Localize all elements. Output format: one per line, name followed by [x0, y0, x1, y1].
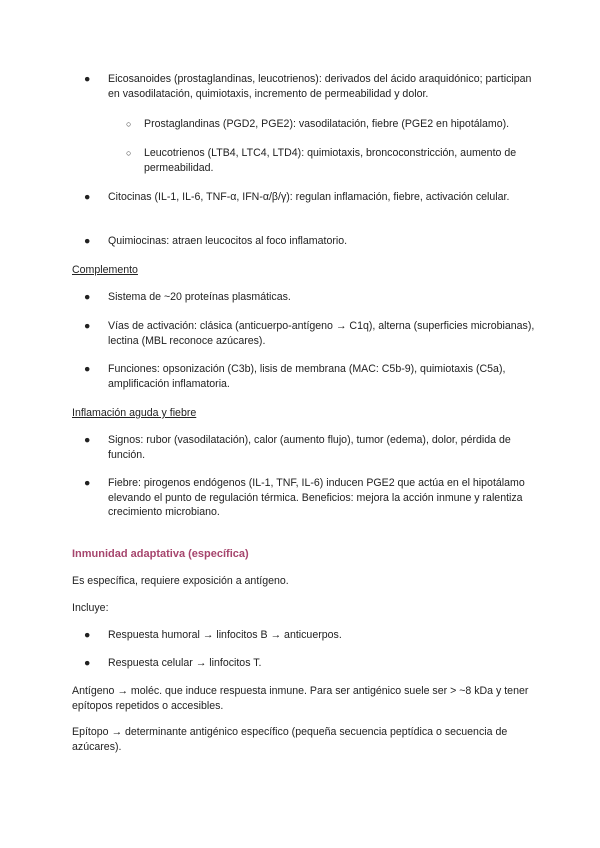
list-item: [86, 234, 546, 249]
bullet-icon: ●: [84, 235, 91, 247]
bullet-text: Leucotrienos (LTB4, LTC4, LTD4): quimiotaxis, broncoconstricción, aumento de permeabilidad.: [144, 147, 517, 174]
bullet-text: Signos: rubor (vasodilatación), calor (aumento flujo), tumor (edema), dolor, pérdida de función.: [108, 434, 511, 461]
bullet-text: Vías de activación: clásica (anticuerpo-antígeno → C1q), alterna (superficies microbianas), lectina (MBL reconoce azúcares).: [108, 320, 535, 347]
bullet-icon: ●: [84, 191, 91, 203]
bullet-icon: ●: [84, 73, 91, 85]
bullet-icon: ●: [84, 477, 91, 489]
bullet-text: Prostaglandinas (PGD2, PGE2): vasodilatación, fiebre (PGE2 en hipotálamo).: [144, 118, 510, 130]
bullet-icon: ●: [84, 629, 91, 641]
list-item: [86, 362, 546, 391]
paragraph: Es específica, requiere exposición a antígeno.: [72, 575, 289, 587]
list-item: [126, 117, 546, 132]
bullet-text: Fiebre: pirogenos endógenos (IL-1, TNF, IL-6) inducen PGE2 que actúa en el hipotálamo elevando el punto de regulación térmica. Beneficios: mejora la acción inmune y ralentiza crecimiento microbiano.: [108, 477, 525, 518]
list-item: [86, 319, 546, 348]
inflamacion-heading: Inflamación aguda y fiebre: [72, 407, 197, 419]
bullet-text: Respuesta celular → linfocitos T.: [108, 657, 262, 669]
list-item: [86, 433, 546, 462]
list-item: [86, 72, 546, 101]
bullet-text: Respuesta humoral → linfocitos B → anticuerpos.: [108, 629, 342, 641]
sub-bullet-icon: ○: [126, 119, 132, 129]
list-item: [86, 476, 546, 520]
list-item: [86, 628, 546, 643]
bullet-text: Quimiocinas: atraen leucocitos al foco inflamatorio.: [108, 235, 348, 247]
bullet-text: Citocinas (IL-1, IL-6, TNF-α, IFN-α/β/γ): regulan inflamación, fiebre, activación celular.: [108, 191, 510, 203]
adaptativa-heading: Inmunidad adaptativa (específica): [72, 548, 249, 560]
bullet-icon: ●: [84, 363, 91, 375]
list-item: [126, 146, 546, 175]
bullet-text: Funciones: opsonización (C3b), lisis de membrana (MAC: C5b-9), quimiotaxis (C5a), amplificación inflamatoria.: [108, 363, 506, 390]
list-item: [86, 656, 546, 671]
complemento-heading: Complemento: [72, 264, 138, 276]
bullet-icon: ●: [84, 434, 91, 446]
list-item: [86, 190, 546, 205]
bullet-text: Sistema de ~20 proteínas plasmáticas.: [108, 291, 291, 303]
paragraph: Epítopo → determinante antigénico específico (pequeña secuencia peptídica o secuencia de azúcares).: [72, 726, 508, 753]
bullet-icon: ●: [84, 320, 91, 332]
list-item: [86, 290, 546, 305]
bullet-icon: ●: [84, 291, 91, 303]
bullet-icon: ●: [84, 657, 91, 669]
paragraph: Incluye:: [72, 602, 109, 614]
bullet-text: Eicosanoides (prostaglandinas, leucotrienos): derivados del ácido araquidónico; participan en vasodilatación, quimiotaxis, incremento de permeabilidad y dolor.: [108, 73, 532, 100]
paragraph: Antígeno → moléc. que induce respuesta inmune. Para ser antigénico suele ser > ~8 kDa y tener epítopos repetidos o accesibles.: [72, 685, 529, 712]
sub-bullet-icon: ○: [126, 148, 132, 158]
